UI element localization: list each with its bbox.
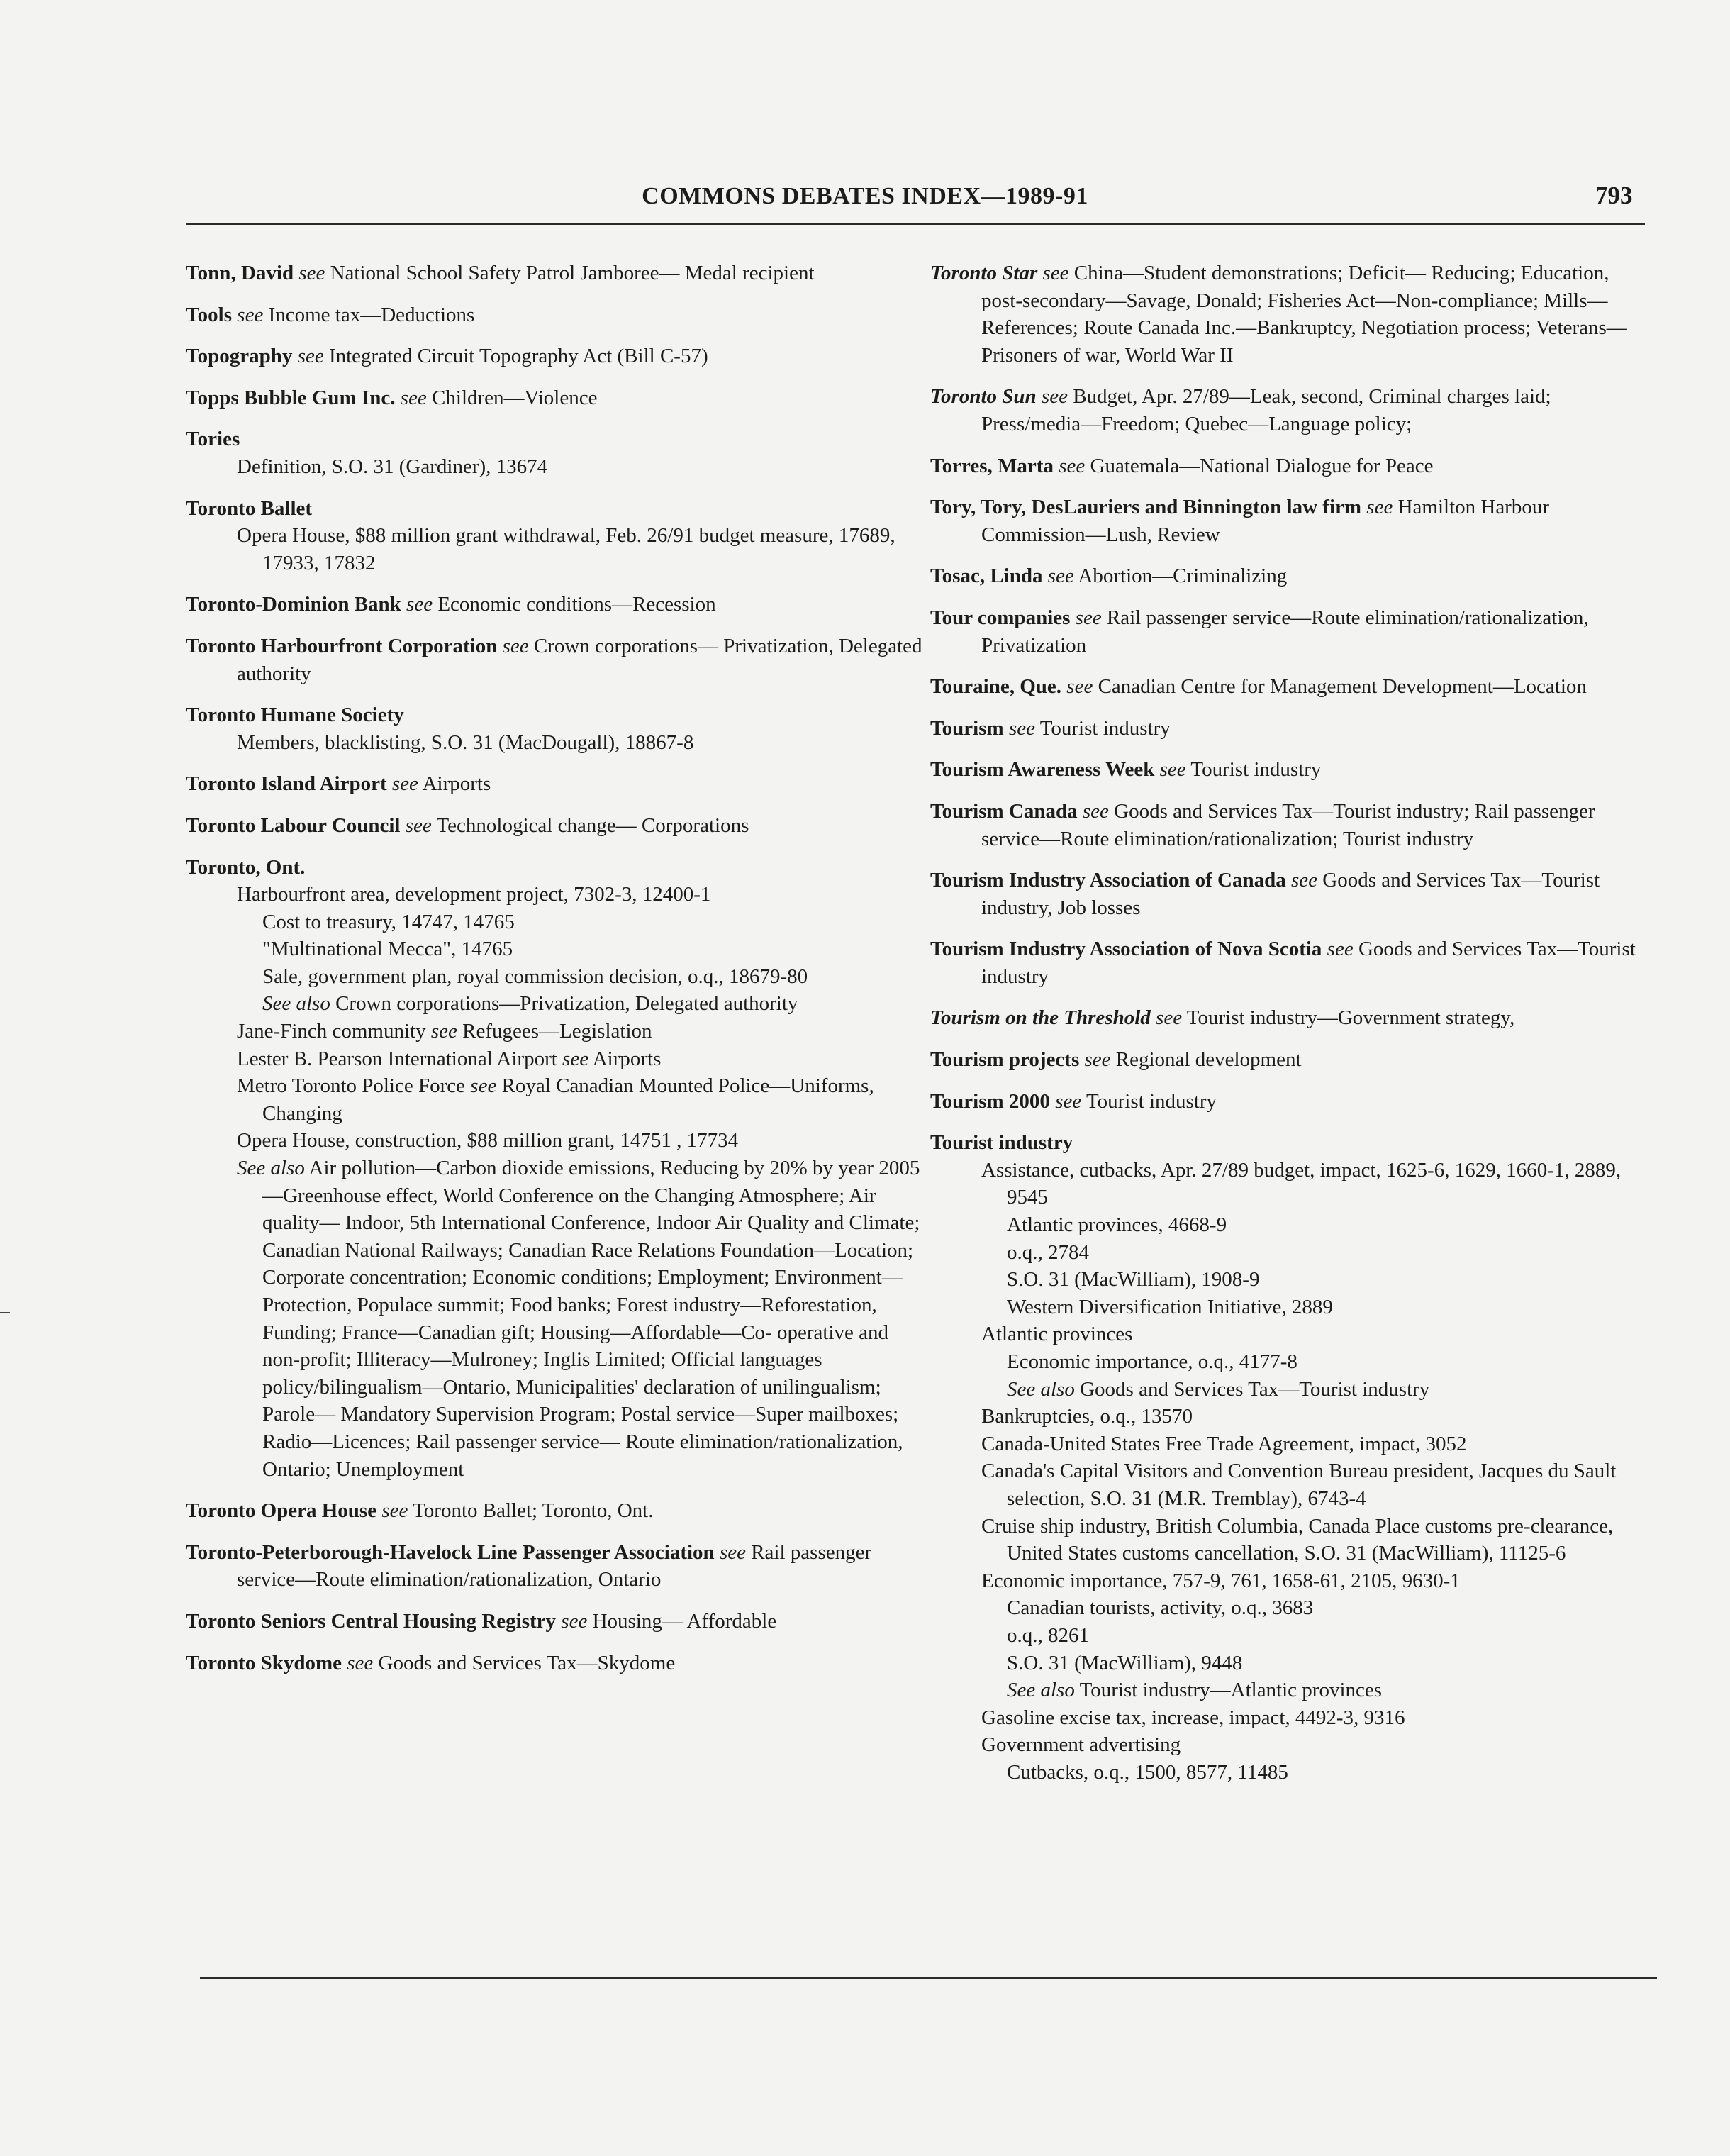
entry-heading: Tourism projects (930, 1048, 1080, 1072)
subentry (981, 1376, 1653, 1404)
index-entry (930, 867, 1653, 921)
subentry: Cruise ship industry, British Columbia, Canada Place customs pre-clearance, United States customs cancellation, S.O. 31 (MacWilliam), 11125-6 (981, 1514, 1614, 1565)
index-entry (186, 1539, 923, 1594)
subentry (981, 1677, 1653, 1704)
subentry: Gasoline excise tax, increase, impact, 4492-3, 9316 (981, 1706, 1405, 1729)
index-entry (930, 562, 1653, 590)
index-entry (930, 798, 1653, 852)
cross-reference: Goods and Services Tax—Tourist industry (1080, 1377, 1430, 1401)
entry-heading: Toronto Ballet (186, 496, 313, 520)
entry-heading: Toronto Island Airport (186, 772, 387, 796)
entry-heading: Tourism (930, 716, 1004, 740)
index-entry (930, 260, 1653, 369)
entry-heading: Toronto Seniors Central Housing Registry (186, 1609, 557, 1633)
see-also-label: See also (1007, 1679, 1075, 1702)
see-label: see (1059, 454, 1086, 477)
index-entry (930, 1046, 1653, 1074)
cross-reference: Tourist industry (1086, 1089, 1217, 1113)
subentry: Harbourfront area, development project, 7302-3, 12400-1 (237, 883, 711, 906)
see-label: see (1366, 496, 1393, 519)
cross-reference: Guatemala—National Dialogue for Peace (1090, 454, 1434, 477)
entry-heading: Tourism 2000 (930, 1089, 1050, 1113)
entry-heading: Toronto Labour Council (186, 813, 401, 837)
cross-reference: Crown corporations—Privatization, Delegated authority (335, 992, 798, 1016)
header-rule (186, 223, 1645, 225)
subentry: Sale, government plan, royal commission decision, o.q., 18679-80 (262, 965, 808, 988)
subentry: Atlantic provinces (981, 1323, 1133, 1346)
entry-heading: Tour companies (930, 606, 1071, 629)
see-label: see (400, 386, 427, 409)
subentry: Economic importance, o.q., 4177-8 (1007, 1350, 1298, 1373)
index-entry (186, 1650, 923, 1677)
entry-heading: Tosac, Linda (930, 565, 1043, 588)
see-label: see (1082, 799, 1109, 823)
cross-reference: Integrated Circuit Topography Act (Bill C-57) (328, 345, 708, 368)
cross-reference: Royal Canadian Mounted Police—Uniforms, Changing (262, 1074, 874, 1125)
see-label: see (1008, 716, 1035, 740)
see-label: see (381, 1499, 408, 1523)
subentry: Canada's Capital Visitors and Convention Bureau president, Jacques du Sault selection, S.O. 31 (M.R. Tremblay), 6743-4 (981, 1460, 1617, 1510)
see-label: see (430, 1020, 457, 1043)
cross-reference: China—Student demonstrations; Deficit— Reducing; Education, post-secondary—Savage, Donald; Fisheries Act—Non-compliance; Mills—References; Route Canada Inc.—Bankruptcy, Negotiation process; Veterans— Prisoners of war, World War II (981, 262, 1627, 367)
entry-heading: Tourism Awareness Week (930, 758, 1155, 782)
right-column (930, 260, 1653, 1787)
cross-reference: Goods and Services Tax—Skydome (378, 1651, 676, 1674)
entry-heading: Tourism Canada (930, 799, 1078, 823)
cross-reference: Housing— Affordable (592, 1609, 777, 1633)
cross-reference: Tourist industry (1039, 716, 1171, 740)
subentry: Bankruptcies, o.q., 13570 (981, 1405, 1193, 1428)
index-entry (930, 494, 1653, 548)
index-entry (930, 715, 1653, 743)
subentry: Cutbacks, o.q., 1500, 8577, 11485 (1007, 1760, 1288, 1784)
cross-reference: Crown corporations— Privatization, Delegated authority (237, 634, 922, 685)
see-label: see (1041, 385, 1068, 409)
subentry (211, 1045, 923, 1073)
index-entry (186, 591, 923, 618)
index-entry (186, 770, 923, 798)
index-entry (930, 756, 1653, 784)
subentry: Opera House, $88 million grant withdrawal, Feb. 26/91 budget measure, 17689, 17933, 17832 (237, 524, 895, 574)
entry-heading: Toronto Skydome (186, 1651, 342, 1674)
see-label: see (1075, 606, 1102, 629)
cross-reference: Income tax—Deductions (268, 303, 475, 326)
entry-heading: Tory, Tory, DesLauriers and Binnington law firm (930, 496, 1362, 519)
page-number: 793 (1595, 182, 1633, 209)
subentry: Western Diversification Initiative, 2889 (1007, 1295, 1333, 1318)
see-label: see (562, 1047, 589, 1070)
cross-reference: Budget, Apr. 27/89—Leak, second, Criminal charges laid; Press/media—Freedom; Quebec—Language policy; (981, 385, 1551, 435)
see-label: see (406, 593, 433, 616)
index-entry (930, 1004, 1653, 1032)
cross-reference: Tourist industry (1190, 758, 1322, 782)
entry-heading: Tonn, David (186, 262, 294, 284)
subentry: Government advertising (981, 1733, 1181, 1757)
index-entry (186, 301, 923, 329)
subentry: o.q., 2784 (1007, 1240, 1089, 1264)
subentry-text: Lester B. Pearson International Airport (237, 1047, 557, 1070)
see-label: see (1047, 565, 1074, 588)
cross-reference: Rail passenger service—Route elimination/rationalization, Privatization (981, 606, 1589, 657)
entry-heading: Topps Bubble Gum Inc. (186, 386, 396, 409)
entry-heading: Toronto-Dominion Bank (186, 593, 401, 616)
index-entry (930, 452, 1653, 480)
cross-reference: Airports (592, 1047, 662, 1070)
see-label: see (1327, 938, 1354, 961)
see-label: see (237, 303, 264, 326)
index-entry (930, 604, 1653, 659)
index-entry (186, 854, 923, 882)
index-entry (930, 383, 1653, 438)
entry-heading: Torres, Marta (930, 454, 1054, 477)
subentry (211, 1072, 923, 1127)
see-also-label: See also (262, 992, 330, 1016)
index-entry (930, 673, 1653, 701)
index-entry (930, 935, 1653, 990)
cross-reference: Goods and Services Tax—Tourist industry; Rail passenger service—Route elimination/rationalization; Tourist industry (981, 799, 1595, 850)
entry-heading: Tories (186, 428, 240, 451)
entry-heading: Tourism Industry Association of Nova Scotia (930, 938, 1322, 961)
index-entry (186, 1608, 923, 1635)
index-entry (186, 343, 923, 370)
entry-heading: Touraine, Que. (930, 675, 1062, 699)
cross-reference: Tourist industry—Government strategy, (1186, 1006, 1515, 1030)
subentry (237, 990, 923, 1018)
see-label: see (1156, 1006, 1183, 1030)
index-entry (930, 1088, 1653, 1116)
entry-heading: Toronto Opera House (186, 1499, 377, 1523)
index-entry (186, 495, 923, 523)
see-label: see (1042, 262, 1069, 284)
cross-reference: Canadian Centre for Management Development—Location (1098, 675, 1587, 699)
cross-reference: National School Safety Patrol Jamboree— Medal recipient (330, 262, 815, 284)
index-entry (186, 633, 923, 687)
see-label: see (1159, 758, 1186, 782)
cross-reference: Tourist industry—Atlantic provinces (1079, 1679, 1383, 1702)
entry-heading: Toronto-Peterborough-Havelock Line Passenger Association (186, 1540, 715, 1564)
see-also-label: See also (237, 1157, 305, 1180)
cross-reference: Economic conditions—Recession (437, 593, 716, 616)
cross-reference: Children—Violence (432, 386, 598, 409)
subentry (211, 1018, 923, 1045)
subentry: Atlantic provinces, 4668-9 (1007, 1213, 1227, 1237)
entry-heading: Toronto Humane Society (186, 704, 404, 727)
cross-reference: Regional development (1115, 1048, 1302, 1072)
entry-heading: Toronto Harbourfront Corporation (186, 634, 498, 657)
entry-heading: Tourism on the Threshold (930, 1006, 1151, 1030)
see-label: see (561, 1609, 588, 1633)
cross-reference: Goods and Services Tax—Tourist industry, Job losses (981, 869, 1600, 919)
margin-mark (0, 1312, 10, 1313)
entry-heading: Topography (186, 345, 293, 368)
see-also-label: See also (1007, 1377, 1075, 1401)
subentry: Opera House, construction, $88 million grant, 14751 , 17734 (237, 1129, 739, 1152)
cross-reference: Toronto Ballet; Toronto, Ont. (413, 1499, 654, 1523)
page-title: COMMONS DEBATES INDEX—1989-91 (642, 183, 1088, 209)
see-label: see (502, 634, 529, 657)
entry-heading: Toronto, Ont. (186, 855, 306, 879)
subentry: Canadian tourists, activity, o.q., 3683 (1007, 1596, 1314, 1620)
subentry: Definition, S.O. 31 (Gardiner), 13674 (237, 455, 548, 478)
see-label: see (1290, 869, 1317, 892)
see-label: see (298, 262, 325, 284)
see-label: see (391, 772, 418, 796)
subentry: "Multinational Mecca", 14765 (262, 938, 513, 961)
cross-reference: Abortion—Criminalizing (1078, 565, 1288, 588)
cross-reference: Air pollution—Carbon dioxide emissions, Reducing by 20% by year 2005—Greenhouse effect, World Conference on the Changing Atmosphere; Air quality— Indoor, 5th International Conference, Indoor Air Quality and Climate; Canadian National Railways; Canadian Race Relations Foundation—Location; Corporate concentration; Economic conditions; Employment; Environment—Protection, Populace summit; Food banks; Forest industry—Reforestation, Funding; France—Canadian gift; Housing—Affordable—Co- operative and non-profit; Illiteracy—Mulroney; Inglis Limited; Official languages policy/bilingualism—Ontario, Municipalities' declaration of unilingualism; Parole— Mandatory Supervision Program; Postal service—Super mailboxes; Radio—Licences; Rail passenger service— Route elimination/rationalization, Ontario; Unemployment (262, 1157, 920, 1481)
see-label: see (297, 345, 324, 368)
index-entry (930, 1129, 1653, 1157)
subentry: Assistance, cutbacks, Apr. 27/89 budget, impact, 1625-6, 1629, 1660-1, 2889, 9545 (981, 1158, 1622, 1209)
see-label: see (719, 1540, 746, 1564)
entry-heading: Tools (186, 303, 233, 326)
entry-heading: Toronto Sun (930, 385, 1037, 409)
index-entry (186, 812, 923, 840)
subentry: Economic importance, 757-9, 761, 1658-61, 2105, 9630-1 (981, 1569, 1461, 1592)
subentry: Cost to treasury, 14747, 14765 (262, 910, 515, 933)
see-label: see (1066, 675, 1093, 699)
cross-reference: Refugees—Legislation (462, 1020, 652, 1043)
subentry: S.O. 31 (MacWilliam), 1908-9 (1007, 1268, 1260, 1291)
left-column (186, 260, 923, 1691)
index-entry (186, 384, 923, 412)
see-label: see (347, 1651, 374, 1674)
see-label: see (1055, 1089, 1082, 1113)
see-label: see (405, 813, 432, 837)
see-label: see (470, 1074, 497, 1098)
subentry: S.O. 31 (MacWilliam), 9448 (1007, 1651, 1243, 1674)
subentry-text: Jane-Finch community (237, 1020, 426, 1043)
index-entry (186, 260, 923, 287)
see-label: see (1084, 1048, 1111, 1072)
cross-reference: Hamilton Harbour Commission—Lush, Review (981, 496, 1549, 546)
subentry-text: Metro Toronto Police Force (237, 1074, 466, 1098)
index-entry (186, 701, 923, 729)
cross-reference: Goods and Services Tax—Tourist industry (981, 938, 1636, 988)
cross-reference: Airports (422, 772, 491, 796)
entry-heading: Tourism Industry Association of Canada (930, 869, 1286, 892)
subentry: o.q., 8261 (1007, 1623, 1089, 1647)
subentry: Canada-United States Free Trade Agreement, impact, 3052 (981, 1432, 1467, 1455)
subentry (211, 1155, 923, 1483)
cross-reference: Rail passenger service—Route elimination/rationalization, Ontario (237, 1540, 872, 1591)
subentry: Members, blacklisting, S.O. 31 (MacDougall), 18867-8 (237, 730, 694, 754)
cross-reference: Technological change— Corporations (436, 813, 749, 837)
footer-rule (200, 1977, 1657, 1979)
index-entry (186, 1497, 923, 1525)
entry-heading: Toronto Star (930, 262, 1038, 284)
index-entry (186, 426, 923, 453)
entry-heading: Tourist industry (930, 1131, 1073, 1155)
